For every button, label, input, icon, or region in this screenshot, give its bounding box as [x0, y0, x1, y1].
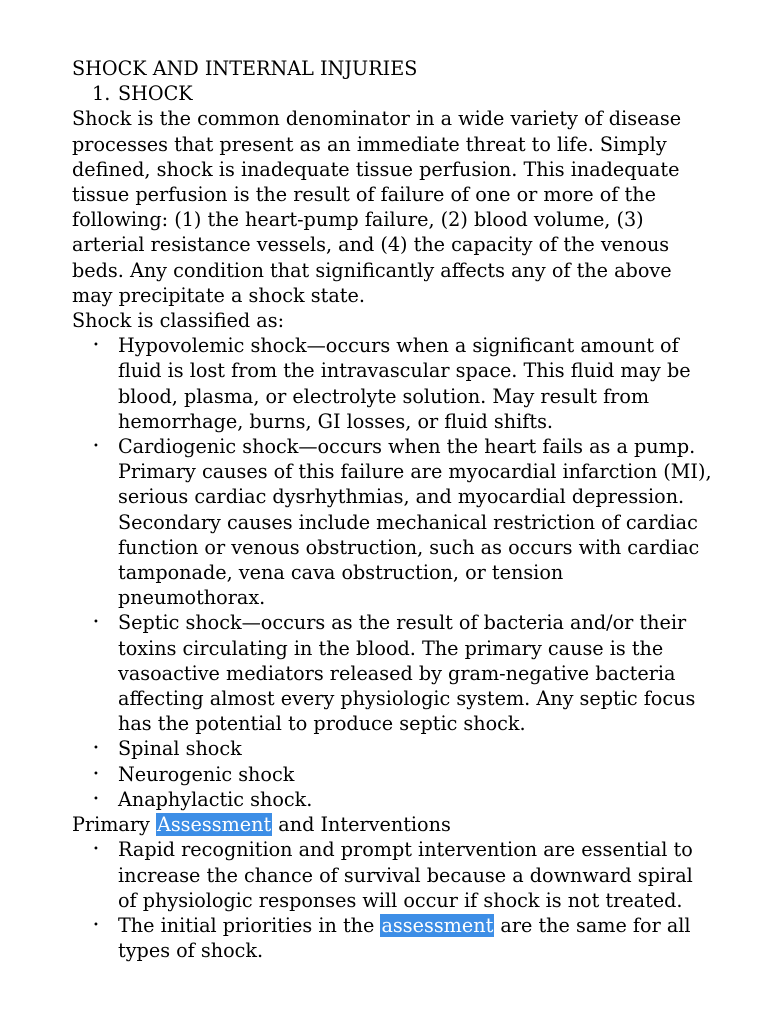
- list-item: [72, 913, 712, 963]
- intro-paragraph: Shock is the common denominator in a wide variety of disease processes that present as an immediate threat to life. Simply defined, shock is inadequate tissue perfusion. This inadequate tissue perfusion is the result of failure of one or more of the following: (1) the heart-pump failure, (2) blood volume, (3) arterial resistance vessels, and (4) the capacity of the venous beds. Any condition that significantly affects any of the above may precipitate a shock state.: [72, 107, 682, 307]
- section-number: 1.: [92, 82, 111, 106]
- bullet-icon: •: [93, 743, 99, 755]
- bullet-icon: •: [93, 844, 99, 856]
- section-title: SHOCK: [118, 82, 193, 106]
- list-item: [72, 434, 712, 610]
- list-item: [72, 736, 712, 761]
- list-item-text: Septic shock—occurs as the result of bacteria and/or their toxins circulating in the blood. The primary cause is the vasoactive mediators released by gram-negative bacteria affecting almost every physiologic system. Any septic focus has the potential to produce septic shock.: [118, 611, 696, 736]
- section-heading-shock: [72, 81, 712, 106]
- bullet-icon: •: [93, 617, 99, 629]
- classified-label: Shock is classified as:: [72, 309, 285, 333]
- list-item-text-after: are the same for all types of shock.: [118, 913, 691, 963]
- heading-text-before: Primary: [72, 813, 156, 837]
- list-item-text: Rapid recognition and prompt intervention are essential to increase the chance of survival because a downward spiral of physiologic responses will occur if shock is not treated.: [118, 838, 693, 912]
- list-item: [72, 787, 712, 812]
- heading-text-after: and Interventions: [272, 813, 451, 837]
- search-highlight[interactable]: assessment: [381, 913, 494, 937]
- document-page: [72, 56, 712, 963]
- list-item-text: Spinal shock: [118, 737, 242, 761]
- bullet-icon: •: [93, 340, 99, 352]
- list-item-text: Neurogenic shock: [118, 762, 295, 786]
- list-item-text-before: The initial priorities in the: [118, 913, 381, 937]
- bullet-icon: •: [93, 441, 99, 453]
- list-item-text: Hypovolemic shock—occurs when a significant amount of fluid is lost from the intravascular space. This fluid may be blood, plasma, or electrolyte solution. May result from hemorrhage, burns, GI losses, or fluid shifts.: [118, 334, 691, 433]
- list-item: [72, 610, 712, 736]
- shock-types-list: [72, 333, 712, 812]
- document-title: SHOCK AND INTERNAL INJURIES: [72, 57, 418, 80]
- primary-assessment-heading: [72, 812, 712, 837]
- list-item: [72, 762, 712, 787]
- bullet-icon: •: [93, 919, 99, 931]
- list-item: [72, 333, 712, 434]
- list-item-text: Anaphylactic shock.: [118, 787, 313, 811]
- bullet-icon: •: [93, 793, 99, 805]
- list-item-text: Cardiogenic shock—occurs when the heart fails as a pump. Primary causes of this failure are myocardial infarction (MI), serious cardiac dysrhythmias, and myocardial depression. Secondary causes include mechanical restriction of cardiac function or venous obstruction, such as occurs with cardiac tamponade, vena cava obstruction, or tension pneumothorax.: [118, 435, 712, 610]
- interventions-list: [72, 837, 712, 963]
- bullet-icon: •: [93, 768, 99, 780]
- list-item: [72, 837, 712, 913]
- search-highlight[interactable]: Assessment: [156, 813, 272, 837]
